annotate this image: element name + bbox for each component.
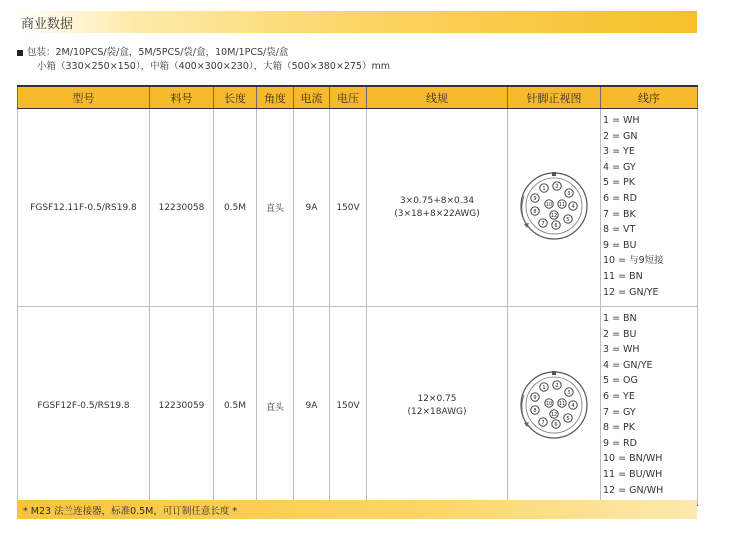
- footer-note-bar: [17, 500, 697, 519]
- wiring-item: 3 = WH: [603, 344, 640, 356]
- bullet-square-icon: [17, 50, 23, 56]
- wiring-item: 11 = BN: [603, 270, 643, 282]
- cell-wiring: [601, 307, 698, 506]
- pin-number-label: 11: [558, 400, 566, 407]
- cell-gauge: [367, 307, 508, 506]
- pin-number-label: 2: [555, 382, 559, 389]
- col-header-length: 长度: [214, 86, 257, 109]
- wiring-item: 5 = OG: [603, 375, 638, 387]
- pin-number-label: 5: [566, 415, 570, 422]
- pin-number-label: 12: [550, 213, 558, 219]
- cell-angle: 直头: [257, 307, 294, 506]
- pin-number-label: 3: [567, 389, 571, 396]
- pin-number-label: 1: [542, 384, 546, 391]
- pin-number-label: 6: [554, 421, 558, 428]
- pin-number-label: 4: [571, 402, 575, 409]
- wiring-item: 2 = GN: [603, 130, 638, 142]
- wiring-item: 5 = PK: [603, 177, 636, 189]
- pin-number-label: 1: [542, 186, 546, 192]
- pin-number-label: 11: [558, 202, 566, 208]
- pin-number-label: 7: [541, 221, 545, 227]
- wiring-item: 3 = YE: [603, 146, 635, 158]
- wiring-item: 1 = BN: [603, 313, 637, 324]
- pin-number-label: 5: [566, 217, 570, 223]
- col-header-pin-view: 针脚正视图: [508, 86, 601, 109]
- col-header-current: 电流: [294, 86, 330, 109]
- cell-pin-view: [508, 109, 601, 307]
- table-header-row: [18, 86, 698, 109]
- cell-angle: 直头: [257, 109, 294, 307]
- section-title: 商业数据: [21, 17, 74, 32]
- cell-model: FGSF12F-0.5/RS19.8: [18, 307, 150, 506]
- wiring-item: 6 = RD: [603, 192, 637, 204]
- cell-voltage: 150V: [330, 307, 367, 506]
- rotation-arrow-icon: [522, 196, 526, 224]
- col-header-part-no: 料号: [150, 86, 214, 109]
- pin-number-label: 8: [533, 407, 537, 414]
- pin-number-label: 3: [567, 191, 571, 197]
- pin-number-label: 10: [545, 400, 553, 407]
- packaging-line-1: 包装：2M/10PCS/袋/盒，5M/5PCS/袋/盒，10M/1PCS/袋/盒: [27, 47, 289, 58]
- wiring-item: 4 = GY: [603, 161, 636, 173]
- wiring-item: 4 = GN/YE: [603, 359, 653, 371]
- gauge-line-2: (12×18AWG): [407, 407, 467, 417]
- cell-current: 9A: [294, 307, 330, 506]
- product-spec-table: [17, 85, 698, 506]
- col-header-angle: 角度: [257, 86, 294, 109]
- wiring-item: 2 = BU: [603, 328, 637, 340]
- section-header-bar: [15, 11, 697, 33]
- m23-12pin-connector-face-icon: [514, 166, 594, 246]
- cell-model: FGSF12.11F-0.5/RS19.8: [18, 109, 150, 307]
- gauge-line-1: 12×0.75: [417, 394, 457, 404]
- pin-number-label: 9: [533, 394, 537, 401]
- wiring-item: 9 = BU: [603, 239, 637, 251]
- wiring-item: 10 = BN/WH: [603, 453, 663, 465]
- pin-number-label: 6: [554, 223, 558, 229]
- wiring-item: 1 = WH: [603, 115, 640, 126]
- footer-note: * M23 法兰连接器，标准0.5M，可订制任意长度 *: [23, 506, 238, 517]
- rotation-arrow-icon: [522, 395, 526, 423]
- cell-voltage: 150V: [330, 109, 367, 307]
- wiring-item: 7 = GY: [603, 406, 636, 418]
- wiring-list: [603, 113, 697, 300]
- cell-wiring: [601, 109, 698, 307]
- table-row: [18, 307, 698, 506]
- pin-number-label: 4: [571, 204, 575, 210]
- col-header-wiring: 线序: [601, 86, 698, 109]
- cell-length: 0.5M: [214, 109, 257, 307]
- wiring-item: 7 = BK: [603, 208, 636, 220]
- cell-part-no: 12230059: [150, 307, 214, 506]
- wiring-item: 12 = GN/WH: [603, 484, 664, 496]
- gauge-line-2: (3×18+8×22AWG): [394, 208, 480, 219]
- pin-number-label: 7: [541, 419, 545, 426]
- cell-pin-view: [508, 307, 601, 506]
- cell-part-no: 12230058: [150, 109, 214, 307]
- table-row: [18, 109, 698, 307]
- packaging-info: [27, 46, 390, 74]
- col-header-model: 型号: [18, 86, 150, 109]
- wiring-item: 9 = RD: [603, 437, 637, 449]
- cell-current: 9A: [294, 109, 330, 307]
- wiring-item: 11 = BU/WH: [603, 468, 663, 480]
- pin-number-label: 2: [555, 184, 559, 190]
- pin-number-label: 8: [533, 209, 537, 215]
- col-header-gauge: 线规: [367, 86, 508, 109]
- cell-length: 0.5M: [214, 307, 257, 506]
- gauge-line-1: 3×0.75+8×0.34: [399, 195, 475, 206]
- m23-12pin-connector-face-icon: [514, 365, 594, 445]
- col-header-voltage: 电压: [330, 86, 367, 109]
- wiring-item: 8 = VT: [603, 224, 636, 236]
- connector-key-notch: [552, 172, 556, 176]
- wiring-list: [603, 311, 697, 498]
- wiring-item: 10 = 与9短接: [603, 255, 664, 267]
- wiring-item: 8 = PK: [603, 422, 636, 434]
- pin-number-label: 10: [545, 202, 553, 208]
- wiring-item: 12 = GN/YE: [603, 286, 659, 298]
- connector-key-notch: [552, 371, 556, 375]
- pin-number-label: 12: [550, 411, 558, 418]
- cell-gauge: [367, 109, 508, 307]
- wiring-item: 6 = YE: [603, 390, 635, 402]
- pin-number-label: 9: [533, 196, 537, 202]
- packaging-line-2: 小箱（330×250×150），中箱（400×300×230），大箱（500×380×275）mm: [37, 61, 390, 72]
